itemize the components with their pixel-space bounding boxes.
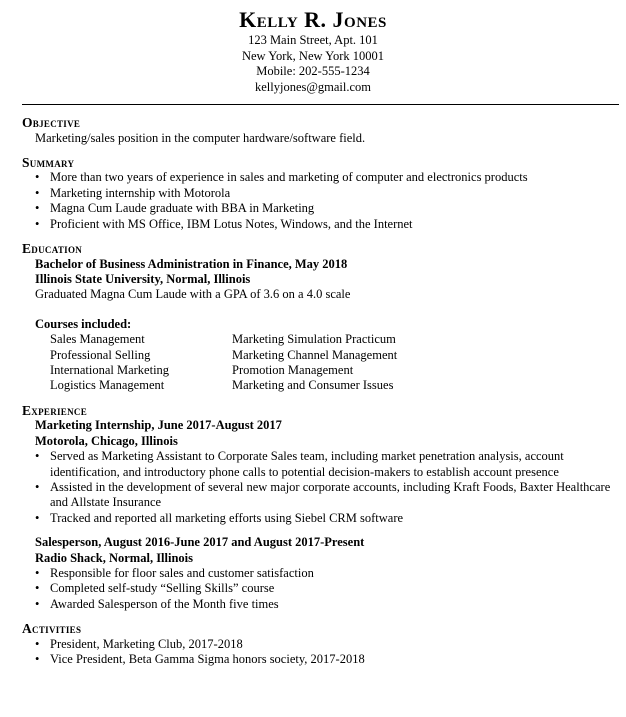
summary-section	[22, 155, 619, 232]
address-line-2: New York, New York 10001	[241, 48, 385, 63]
summary-list	[22, 170, 619, 232]
job-spacer	[22, 526, 619, 535]
summary-item: • Proficient with MS Office, IBM Lotus Notes, Windows, and the Internet	[50, 217, 619, 232]
job-bullet: • Assisted in the development of several new major corporate accounts, including Kraft Foods, Baxter Healthcare and Allstate Insurance	[50, 480, 619, 511]
summary-heading: Summary	[22, 154, 75, 170]
job-company: Motorola, Chicago, Illinois	[35, 433, 178, 448]
education-heading: Education	[22, 241, 83, 257]
summary-item: • More than two years of experience in sales and marketing of computer and electronics products	[50, 170, 619, 185]
email-address: kellyjones@gmail.com	[254, 79, 371, 94]
courses-list	[22, 332, 619, 394]
job-position: Salesperson, August 2016-June 2017 and August 2017-Present	[35, 535, 365, 550]
courses-column-left	[50, 332, 232, 394]
activity-item: • Vice President, Beta Gamma Sigma honors society, 2017-2018	[50, 652, 619, 667]
job-bullets	[22, 566, 619, 612]
summary-item: • Marketing internship with Motorola	[50, 186, 619, 201]
mobile-phone: Mobile: 202-555-1234	[256, 64, 370, 78]
job-bullet: • Tracked and reported all marketing efforts using Siebel CRM software	[50, 511, 619, 526]
job-bullet: • Awarded Salesperson of the Month five times	[50, 597, 619, 612]
activities-heading: Activities	[22, 621, 82, 637]
objective-heading: Objective	[22, 115, 81, 130]
job-company: Radio Shack, Normal, Illinois	[35, 550, 194, 565]
course-item: Promotion Management	[232, 362, 354, 377]
objective-section	[22, 115, 619, 146]
resume-body	[22, 115, 619, 676]
course-item: Marketing Simulation Practicum	[232, 332, 396, 347]
job-bullet: • Responsible for floor sales and customer satisfaction	[50, 566, 619, 581]
activities-list	[22, 637, 619, 668]
course-item: Sales Management	[50, 332, 145, 347]
resume-header	[0, 8, 626, 95]
course-item: Logistics Management	[50, 378, 165, 393]
course-item: Marketing and Consumer Issues	[232, 378, 394, 393]
course-item: Marketing Channel Management	[232, 347, 398, 362]
objective-text: Marketing/sales position in the computer hardware/software field.	[35, 130, 366, 145]
header-divider	[22, 104, 619, 105]
summary-item: • Magna Cum Laude graduate with BBA in Marketing	[50, 201, 619, 216]
job-position: Marketing Internship, June 2017-August 2017	[35, 418, 282, 433]
courses-column-right	[232, 332, 414, 394]
course-item: International Marketing	[50, 362, 170, 377]
school: Illinois State University, Normal, Illinois	[35, 271, 251, 286]
activity-item: • President, Marketing Club, 2017-2018	[50, 637, 619, 652]
courses-heading: Courses included:	[35, 316, 132, 331]
address-line-1: 123 Main Street, Apt. 101	[248, 33, 378, 47]
activities-section	[22, 621, 619, 667]
job-entry	[22, 418, 619, 526]
candidate-name: Kelly R. Jones	[239, 7, 387, 32]
gpa: Graduated Magna Cum Laude with a GPA of 3.6 on a 4.0 scale	[35, 287, 351, 302]
experience-heading: Experience	[22, 402, 88, 418]
job-bullets	[22, 449, 619, 526]
job-entry	[22, 535, 619, 612]
experience-section	[22, 403, 619, 612]
degree: Bachelor of Business Administration in Finance, May 2018	[35, 256, 348, 271]
job-bullet: • Completed self-study “Selling Skills” course	[50, 581, 619, 596]
education-section	[22, 241, 619, 394]
course-item: Professional Selling	[50, 347, 151, 362]
job-bullet: • Served as Marketing Assistant to Corporate Sales team, including market penetration analysis, account identification, and introductory phone calls to potential decision-makers to establish account presence	[50, 449, 619, 480]
